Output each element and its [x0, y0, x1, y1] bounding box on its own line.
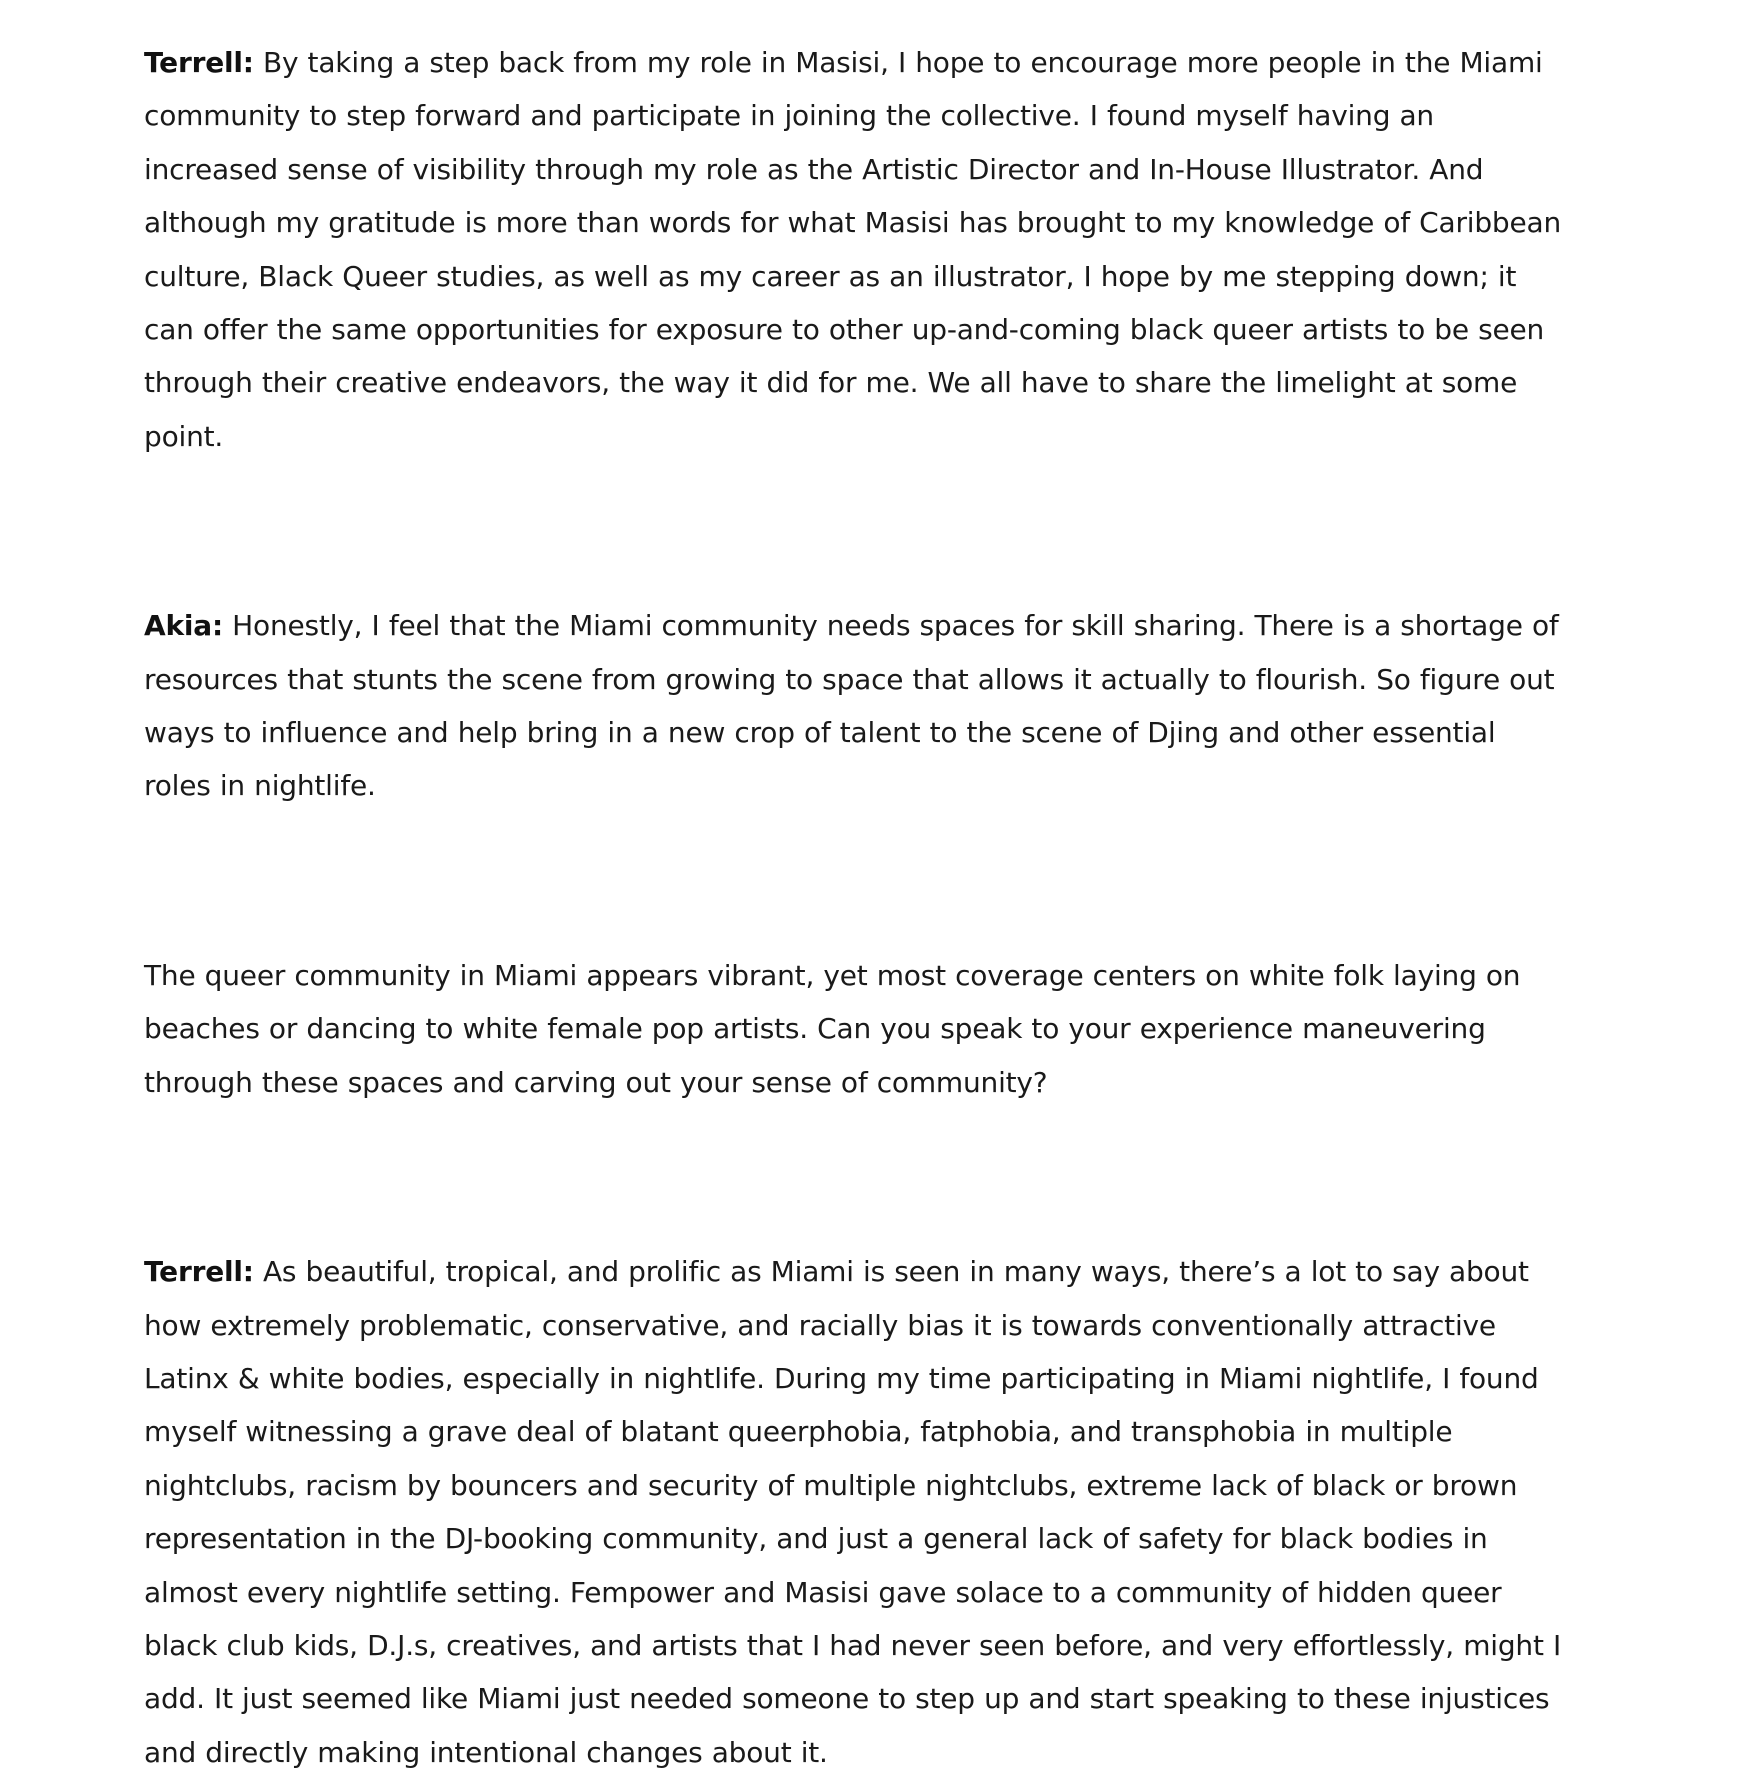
answer-text: As beautiful, tropical, and prolific as Miami is seen in many ways, there’s a lot to say about how extremely problematic, conservative, and racially bias it is towards conventionally attractive Latinx & white bodies, especially in nightlife. During my time participating in Miami nightlife, I found myself witnessing a grave deal of blatant queerphobia, fatphobia, and transphobia in multiple nightclubs, racism by bouncers and security of multiple nightclubs, extreme lack of black or brown representation in the DJ-booking community, and just a general lack of safety for black bodies in almost every nightlife setting. Fempower and Masisi gave solace to a community of hidden queer black club kids, D.J.s, creatives, and artists that I had never seen before, and very effortlessly, might I add. It just seemed like Miami just needed someone to step up and start speaking to these injustices and directly making intentional changes about it. [144, 1255, 1562, 1769]
paragraph-spacer [144, 463, 1564, 599]
speaker-label: Akia: [144, 609, 223, 643]
speaker-label: Terrell: [144, 1255, 254, 1289]
answer-text: By taking a step back from my role in Masisi, I hope to encourage more people in the Miami community to step forward and participate in joining the collective. I found myself having an increased sense of visibility through my role as the Artistic Director and In-House Illustrator. And although my gratitude is more than words for what Masisi has brought to my knowledge of Caribbean culture, Black Queer studies, as well as my career as an illustrator, I hope by me stepping down; it can offer the same opportunities for exposure to other up-and-coming black queer artists to be seen through their creative endeavors, the way it did for me. We all have to share the limelight at some point. [144, 46, 1562, 453]
answer-paragraph-akia [144, 599, 1564, 813]
question-paragraph [144, 949, 1564, 1109]
article-body [144, 36, 1564, 1779]
question-text: The queer community in Miami appears vibrant, yet most coverage centers on white folk laying on beaches or dancing to white female pop artists. Can you speak to your experience maneuvering through these spaces and carving out your sense of community? [144, 958, 1521, 1099]
paragraph-spacer [144, 1109, 1564, 1245]
answer-paragraph-terrell-1 [144, 36, 1564, 463]
answer-text: Honestly, I feel that the Miami community needs spaces for skill sharing. There is a shortage of resources that stunts the scene from growing to space that allows it actually to flourish. So figure out ways to influence and help bring in a new crop of talent to the scene of Djing and other essential roles in nightlife. [144, 609, 1559, 803]
speaker-label: Terrell: [144, 46, 254, 79]
answer-paragraph-terrell-2 [144, 1245, 1564, 1779]
paragraph-spacer [144, 813, 1564, 949]
